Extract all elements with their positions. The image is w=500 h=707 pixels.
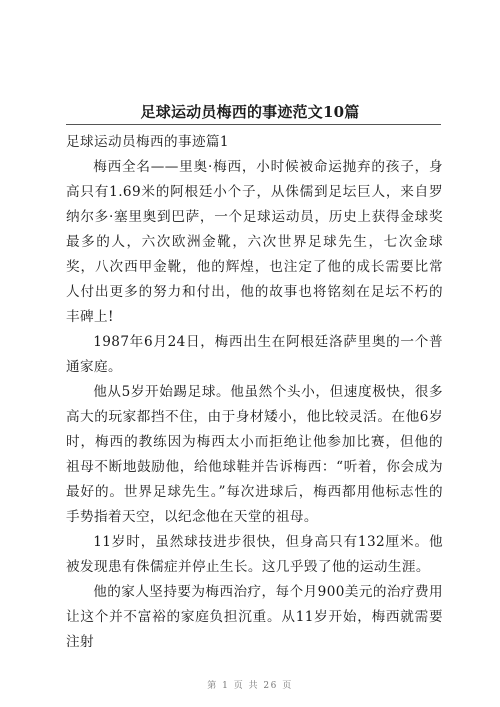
paragraph: 11岁时，虽然球技进步很快，但身高只有132厘米。他被发现患有侏儒症并停止生长。这几乎毁了他的运动生涯。 — [66, 534, 443, 575]
paragraph: 梅西全名——里奥·梅西，小时候被命运抛弃的孩子，身高只有1.69米的阿根廷小个子，从侏儒到足坛巨人，来自罗纳尔多·塞里奥到巴萨，一个足球运动员，历史上获得金球奖最多的人，六次欧洲金靴，六次世界足球先生，七次金球奖，八次西甲金靴，他的辉煌，也注定了他的成长需要比常人付出更多的努力和付出，他的故事也将铭刻在足坛不朽的丰碑上! — [66, 159, 443, 325]
paragraph: 他从5岁开始踢足球。他虽然个头小，但速度极快，很多高大的玩家都挡不住，由于身材矮小，他比较灵活。在他6岁时，梅西的教练因为梅西太小而拒绝让他参加比赛，但他的祖母不断地鼓励他，给他球鞋并告诉梅西：“听着，你会成为最好的。世界足球先生。”每次进球后，梅西都用他标志性的手势指着天空，以纪念他在天堂的祖母。 — [66, 384, 443, 525]
paragraph: 1987年6月24日，梅西出生在阿根廷洛萨里奥的一个普通家庭。 — [66, 334, 443, 375]
document-title: 足球运动员梅西的事迹范文10篇 — [140, 103, 360, 121]
paragraph: 他的家人坚持要为梅西治疗，每个月900美元的治疗费用让这个并不富裕的家庭负担沉重。从11岁开始，梅西就需要注射 — [66, 584, 443, 650]
section-subtitle: 足球运动员梅西的事迹篇1 — [66, 134, 229, 150]
title-divider — [66, 124, 441, 125]
page-number-footer: 第 1 页 共 26 页 — [207, 681, 293, 691]
document-body — [66, 130, 443, 655]
